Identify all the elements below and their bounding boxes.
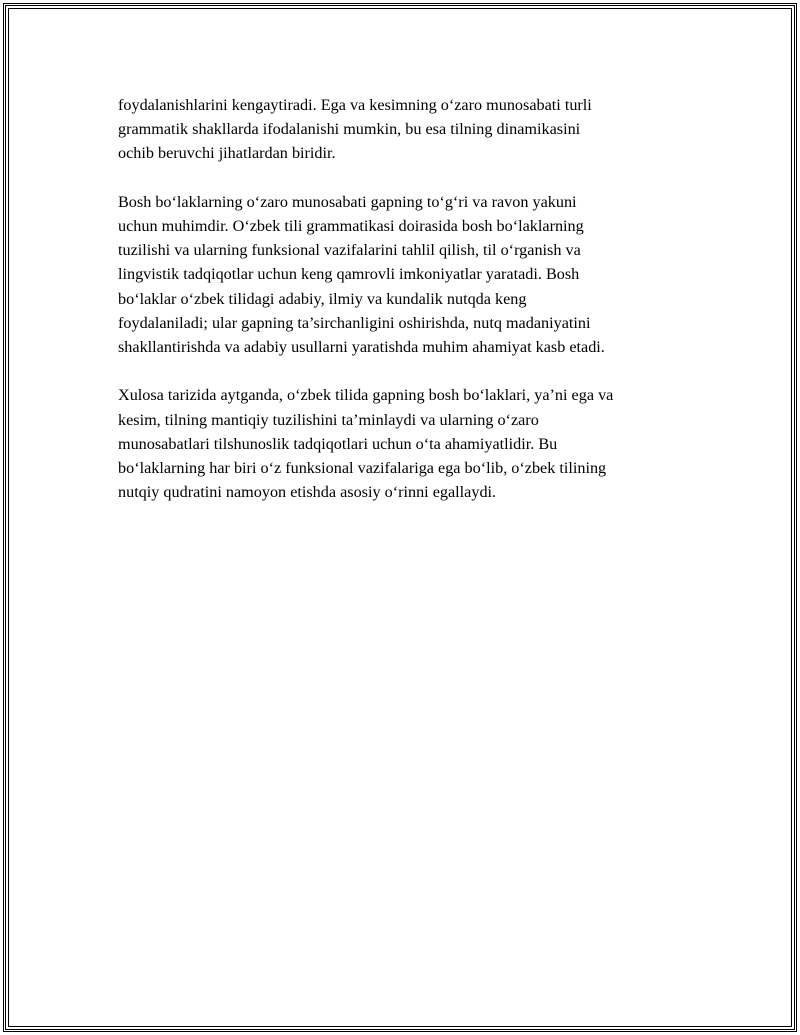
text-line: ochib beruvchi jihatlardan biridir. <box>118 144 336 163</box>
paragraph-1 <box>118 93 693 166</box>
paragraph-2 <box>118 190 693 359</box>
text-line: Xulosa tarizida aytganda, o‘zbek tilida gapning bosh bo‘laklari, ya’ni ega va <box>118 386 614 405</box>
text-line: lingvistik tadqiqotlar uchun keng qamrovli imkoniyatlar yaratadi. Bosh <box>118 265 580 284</box>
text-line: Bosh bo‘laklarning o‘zaro munosabati gapning to‘g‘ri va ravon yakuni <box>118 192 577 211</box>
document-body <box>118 93 693 529</box>
text-line: bo‘laklarning har biri o‘z funksional vazifalariga ega bo‘lib, o‘zbek tilining <box>118 459 607 478</box>
text-line: uchun muhimdir. O‘zbek tili grammatikasi doirasida bosh bo‘laklarning <box>118 217 584 235</box>
text-line: kesim, tilning mantiqiy tuzilishini ta’minlaydi va ularning o‘zaro <box>118 410 539 429</box>
text-line: foydalaniladi; ular gapning ta’sirchanligini oshirishda, nutq madaniyatini <box>118 313 591 332</box>
text-line: munosabatlari tilshunoslik tadqiqotlari uchun o‘ta ahamiyatlidir. Bu <box>118 434 558 453</box>
text-line: grammatik shakllarda ifodalanishi mumkin, bu esa tilning dinamikasini <box>118 120 581 139</box>
text-line: nutqiy qudratini namoyon etishda asosiy o‘rinni egallaydi. <box>118 483 497 502</box>
text-line: tuzilishi va ularning funksional vazifalarini tahlil qilish, til o‘rganish va <box>118 241 581 260</box>
paragraph-3 <box>118 383 693 504</box>
text-line: foydalanishlarini kengaytiradi. Ega va kesimning o‘zaro munosabati turli <box>118 96 592 114</box>
text-line: shakllantirishda va adabiy usullarni yaratishda muhim ahamiyat kasb etadi. <box>118 338 605 357</box>
text-line: bo‘laklar o‘zbek tilidagi adabiy, ilmiy va kundalik nutqda keng <box>118 289 527 308</box>
